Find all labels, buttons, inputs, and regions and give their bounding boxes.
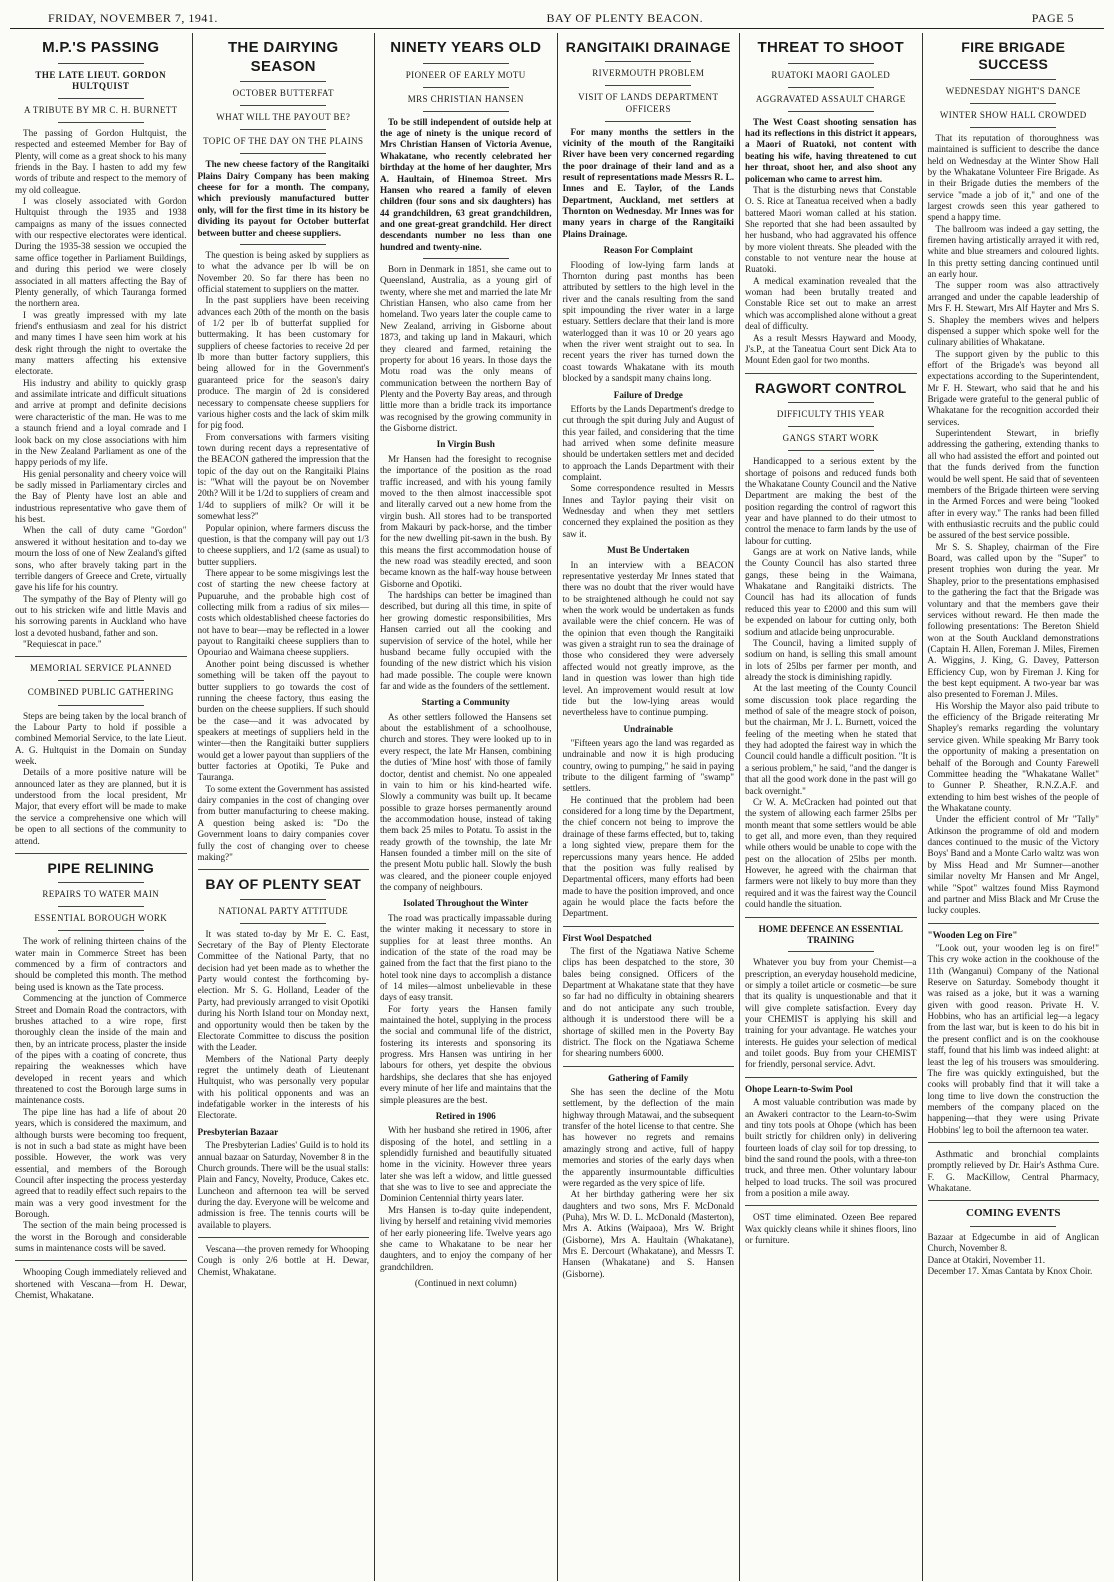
subhead: PIONEER OF EARLY MOTU [405,69,526,80]
paragraph: The ballroom was indeed a gay setting, the firemen having artistically arrayed it with red, white and blue streamers and coloured lights. In this pretty setting dancing continued until an early hour. [927,223,1099,280]
paragraph: Under the efficient control of Mr "Tally" Atkinson the programme of old and modern dances continued to the music of the Victory Boys' Band and a Monte Carlo waltz was won by Miss Head and Mr Sumner—another similar novelty Mr Hansen and Mr Angel, while "Spot" waltzes found Miss Raymond and partner and Miss Black and Mr Cruse the lucky couples. [927,814,1099,916]
paragraph: Mr S. S. Shapley, chairman of the Fire Board, was called upon by the "Super" to present trophies won during the year. Mr Shapley, prior to the presentations emphasised to the gathering the fact that the Brigade was voluntary and that the members gave their services without reward. He then made the following presentations: The Bereton Shield won at the South Auckland demonstrations (Captain H. Allen, Foreman J. Miles, Firemen A. Wiggins, J. King, G. Davey, Patterson Efficiency Cup, won by Fireman J. King for the best kept equipment. A two-year bar was also presented to Foreman J. Miles. [927,541,1099,700]
subhead: THE LATE LIEUT. GORDON HULTQUIST [35,69,167,91]
divider [58,63,144,64]
divider [970,103,1056,104]
paragraph: Mr Hansen had the foresight to recognise the importance of the position as the road traffic increased, and with his young family moved to the then almost inaccessible spot and literally carved out a new home from the virgin bush. All stores had to be transported from Makauri by pack-horse, and the timber for the new dwelling pit-sawn in the bush. By this means the first accommodation house of the new road was steadily erected, and soon became known as the half-way house between Gisborne and Opotiki. [380,453,552,589]
divider [970,79,1056,80]
divider [58,882,144,883]
headline-ninety-years-old: NINETY YEARS OLD [390,39,542,56]
divider [240,923,326,924]
divider [58,930,144,931]
divider [788,63,874,64]
column-5 [740,33,923,1581]
paragraph: At the last meeting of the County Council some discussion took place regarding the method of sale of the meagre stock of poison, but the chairman, Mr J. L. Burnett, voiced the feeling of the meeting when he stated that they had adopted the fairest way in which the Council could handle a difficult position. "It is a serious problem," he said, "and the danger is that all the good work done in the past will go back overnight." [745,683,917,796]
newspaper-title: BAY OF PLENTY BEACON. [546,11,704,25]
subhead: WEDNESDAY NIGHT'S DANCE [945,85,1081,96]
divider [423,63,509,64]
paragraph: From conversations with farmers visiting town during recent days a representative of the BEACON gathered the impression that the topic of the day out on the Rangitaiki Plains is: "What will the payout be on November 20th? Will it be 1/2d to suppliers of cream and 1/4d to suppliers of milk? Or will it be somewhat less?" [197,431,369,522]
section-head: Starting a Community [421,697,510,708]
paragraph: His industry and ability to quickly grasp and assimilate intricate and difficult situations and arrive at prompt and definite decisions were characteristic of the man. He was to me a staunch friend and a loyal comrade and I look back on my close associations with him in the New Zealand Parliament as one of the happy periods of my life. [15,377,187,468]
headline-ragwort-control: RAGWORT CONTROL [755,379,907,396]
column-2 [193,33,376,1581]
advertisement: Whatever you buy from your Chemist—a prescription, an everyday household medicine, or simply a toilet article or cosmetic—be sure that its quality is unquestionable and that it will give complete satisfaction. Every day your CHEMIST is applying his skill and training for your advantage. He watches your interests. He guides your selection of medical and toilet goods. Buy from your CHEMIST for friendly, personal service. Advt. [745,957,917,1070]
divider [58,705,144,706]
paragraph: "Look out, your wooden leg is on fire!" This cry woke action in the cookhouse of the 11th (Wanganui) Company of the National Reserve on Saturday. Somebody thought it was raised as a joke, but it was a warning given with good reason. Private H. V. Hobbins, who has an artificial leg—a legacy from the last war, but is keen to do his bit in the present conflict and is on the cookhouse staff, found that his limb was indeed alight: at least the leg of his trousers was smouldering. The fire was quickly extinguished, but the cooks will probably find that it will take a long time to live down the construction the members of the company placed on the happening—that they were using Private Hobbins' leg to boil the afternoon tea water. [927,942,1099,1135]
divider [423,87,509,88]
event-item: Bazaar at Edgecumbe in aid of Anglican Church, November 8. [927,1232,1099,1254]
paragraph: In an interview with a BEACON representative yesterday Mr Innes stated that there was no doubt that the river would have to be straightened although he could not say when the work would be undertaken as funds available were the chief concern. He was of the opinion that even though the Rangitaiki was given a straight run to sea the drainage of those who considered they were adversely affected would not greatly improve, as the land in question was lower than high tide level. An improvement would result at low tide but the low-lying areas would nevertheless have to continue pumping. [562,559,734,718]
paragraph: At her birthday gathering were her six daughters and two sons, Mrs F. McDonald (Puha), Mrs W. D. L. McDonald (Masterton), Mrs A. Atkins (Waipaoa), Mrs W. Bright (Gisborne), Mrs A. Haultain (Whakatane), Mrs E. Dercourt (Whakatane), and Messrs T. Hansen (Whakatane) and S. Hansen (Gisborne). [562,1189,734,1279]
section-head-coming-events: COMING EVENTS [966,1207,1061,1220]
paragraph: A medical examination revealed that the woman had been brutally treated and Constable Rice set out to make an arrest which was accomplished alone without a great deal of difficulty. [745,275,917,332]
paragraph: The first of the Ngatiawa Native Scheme clips has been despatched to the store, 30 bales being consigned. Officers of the Department at Whakatane state that they have so far had no difficulty in obtaining shearers and do not anticipate any such trouble, although it is understood there will be a shortage of skilled men in the Poverty Bay district. The flock on the Ngatiawa Scheme for shearing numbers 6000. [562,946,734,1059]
lead-paragraph: For many months the settlers in the vicinity of the mouth of the Rangitaiki River have been very concerned regarding the poor drainage of their land and as a result of representations made Messrs R. L. Innes and E. Taylor, of the Lands Department, Auckland, met settlers at Thornton on Wednesday. Mr Innes was for many years in charge of the Rangitaiki Plains Drainage. [562,126,734,239]
paragraph: I was closely associated with Gordon Hultquist through the 1935 and 1938 campaigns as many of the issues connected with our respective electorates were identical. During the 1935-38 session we occupied the same office together in Parliament Buildings, and during this period we were closely associated in all matters affecting the Bay of Plenty generally, of which Tauranga formed the northern area. [15,196,187,309]
event-item: Dance at Otakiri, November 11. [927,1254,1046,1265]
divider [240,153,326,154]
section-head: In Virgin Bush [436,439,495,450]
page-number: PAGE 5 [1031,11,1074,25]
paragraph: "Requiescat in pace." [23,639,102,650]
masthead [10,6,1104,29]
divider [745,1205,917,1206]
subhead: A TRIBUTE BY MR C. H. BURNETT [23,104,178,115]
subhead: NATIONAL PARTY ATTITUDE [218,905,349,916]
subhead: DIFFICULTY THIS YEAR [776,408,885,419]
paragraph: His Worship the Mayor also paid tribute to the efficiency of the Brigade reiterating Mr Shapley's remarks regarding the voluntary service given. While speaking Mr Barry took the opportunity of making a presentation on behalf of the Borough and County Farewell Committee heading the "Whakatane Wallet" to Gunner P. Sheather, R.N.Z.A.F. and extending to him best wishes of the people of the Whakatane county. [927,700,1099,813]
paragraph: As a result Messrs Hayward and Moody, J's.P., at the Taneatua Court sent Dick Ata to Mount Eden gaol for two months. [745,332,917,366]
divider [240,81,326,82]
divider [788,450,874,451]
subhead: RIVERMOUTH PROBLEM [592,68,705,79]
divider [745,373,917,374]
subhead: MRS CHRISTIAN HANSEN [407,93,524,104]
paragraph: Efforts by the Lands Department's dredge to cut through the spit during July and August of this year failed, and considering that the time had arrived when some definite measure should be undertaken settlers met and decided to approach the Lands Department with their complaint. [562,403,734,483]
paragraph: The supper room was also attractively arranged and under the capable leadership of Mrs F. H. Stewart, Mrs Alf Hayter and Mrs S. S. Shapley the members wives and helpers dispensed a supper which spoke well for the culinary abilities of Whakatane. [927,280,1099,348]
section-head: First Wool Despatched [562,932,652,943]
paragraph: Gangs are at work on Native lands, while the County Council has also started three gangs, these being in the Waimana, Whakatane and Rangitaiki districts. The Council has had its allocation of funds reduced this year to £2000 and this sum will be expended on labour for cutting only, both sodium and atlacide being unprocurable. [745,547,917,637]
paragraph: The support given by the public to this effort of the Brigade's was beyond all expectations according to the Superintendent, Mr F. H. Stewart, who said that he and his Brigade were grateful to the general public of Whakatane for the recognition accorded their services. [927,348,1099,427]
lead-paragraph: The new cheese factory of the Rangitaiki Plains Dairy Company has been making cheese for for a month. The company, which previously manufactured butter only, will for the first time in its history be dividing its payout for October butterfat between butter and cheese suppliers. [197,159,369,238]
advertisement: Asthmatic and bronchial complaints promptly relieved by Dr. Hair's Asthma Cure. F. G. MacKillow, Central Pharmacy, Whakatane. [927,1149,1099,1194]
divider [788,426,874,427]
divider [58,98,144,99]
column-1 [10,33,193,1581]
section-head: Undrainable [623,723,674,734]
headline-pipe-relining: PIPE RELINING [47,859,155,876]
section-head-home-defence: HOME DEFENCE AN ESSENTIAL TRAINING [758,923,903,945]
divider [198,869,370,870]
event-item: December 17. Xmas Cantata by Knox Choir. [927,1266,1093,1277]
headline-threat-to-shoot: THREAT TO SHOOT [757,39,904,56]
section-head: Ohope Learn-to-Swim Pool [745,1083,853,1094]
paragraph: "Fifteen years ago the land was regarded as undrainable and now it is high producing country, owing to pumping," he said in paying tribute to the diligent farming of "swamp" settlers. [562,737,734,794]
paragraph: To some extent the Government has assisted dairy companies in the cost of changing over from butter manufacturing to cheese making. A question being asked is: "Do the Government loans to dairy companies cover fully the cost of changing over to cheese making?" [197,783,369,862]
paragraph: The sympathy of the Bay of Plenty will go out to his stricken wife and little Mavis and his sorrowing parents in Auckland who have lost a devoted husband, father and son. [15,593,187,638]
paragraph: His genial personality and cheery voice will be sadly missed in Parliamentary circles and the Bay of Plenty have lost an able and industrious representative who gave them of his best. [15,468,187,525]
paragraph: The road was practically impassable during the winter making it necessary to store in supplies for at least three months. An indication of the state of the road may be gained from the fact that the first piano to the hotel took nine days to accomplish a distance of 14 miles—almost unbelievable in these days of easy transit. [380,912,552,1003]
column-4 [558,33,741,1581]
paragraph: The hardships can better be imagined than described, but during all this time, in spite of her growing domestic responsibilities, Mrs Hansen carried out all the cooking and supervision of service of the hotel, while her husband became fully occupied with the founding of the new district which his vision had made possible. The couple were known far and wide as the founders of the settlement. [380,590,552,691]
column-3 [375,33,558,1581]
section-head-wooden-leg: "Wooden Leg on Fire" [927,929,1018,940]
paragraph: Flooding of low-lying farm lands at Thornton during past months has been attributed by settlers to the high level in the river and the canals resulting from the sand spit impounding the river water in a large estuary. Settlers declare that their land is more waterlogged than it was 10 or 20 years ago when the river went straight out to sea. In recent years the river has turned down the coast towards Whakatane with its mouth blocked by a sandspit many chains long. [562,259,734,384]
headline-fire-brigade-success: FIRE BRIGADE SUCCESS [961,39,1066,73]
paragraph: Popular opinion, where farmers discuss the question, is that the company will pay out 1/3 to cheese suppliers, and 1/2 (same as usual) to butter suppliers. [197,522,369,567]
subhead: COMBINED PUBLIC GATHERING [27,687,174,698]
paragraph: Commencing at the junction of Commerce Street and Domain Road the contractors, with brushes attached to a wire rope, first thoroughly clean the inside of the main and then, by an intricate process, plaster the inside of the pipes with a coating of concrete, thus repairing the weaknesses which have developed in recent years and which threatened to cost the Borough large sums in maintenance costs. [15,993,187,1106]
paragraph: The question is being asked by suppliers as to what the advance per lb will be on November 20. So far there has been no official statement to suppliers on the matter. [197,249,369,294]
divider [198,1237,370,1238]
divider [970,127,1056,128]
headline-mps-passing: M.P.'S PASSING [42,39,160,56]
divider [970,1226,1056,1227]
divider [58,906,144,907]
subhead: OCTOBER BUTTERFAT [232,88,334,99]
lead-paragraph: The West Coast shooting sensation has had its reflections in this district it appears, a Maori of Ruatoki, not content with beating his wife, having threatened to cut her throat, shoot her, and also shoot any policeman who came to arrest him. [745,116,917,184]
section-head-bazaar: Presbyterian Bazaar [197,1126,279,1137]
paragraph: When the call of duty came "Gordon" answered it without hesitation and to-day we mourn the loss of one of New Zealand's gifted sons, who after bravely taking part in the terrible dangers of Greece and Crete, virtually gave his life for his country. [15,525,187,593]
continuation-note: (Continued in next column) [414,1277,517,1288]
paragraph: Steps are being taken by the local branch of the Labour Party to hold if possible a combined Memorial Service, to the late Lieut. A. G. Hultquist in the Domain on Sunday week. [15,710,187,767]
divider [423,258,509,259]
paragraph: The work of relining thirteen chains of the water main in Commerce Street has been commenced by a firm of contractors and should be completed this month. The method being used is known as the Tate process. [15,936,187,992]
divider [58,122,144,123]
paragraph: For forty years the Hansen family maintained the hotel, supplying in the process the social and communal life of the district, fostering its interests and sponsoring its progress. Mrs Hansen was untiring in her labours for others, yet despite the obvious hardships, she declares that she has enjoyed every minute of her life and maintains that the simple pleasures are the best. [380,1003,552,1105]
subhead: RUATOKI MAORI GAOLED [771,69,891,80]
section-head: Failure of Dredge [613,389,683,400]
divider [788,951,874,952]
section-head: Retired in 1906 [435,1110,496,1121]
paragraph: Superintendent Stewart, in briefly addressing the gathering, extending thanks to all who had assisted the effort and pointed out that the funds derived from the function would be well spent. He said that of seventeen members of the Brigade thirteen were serving in the Armed Forces and were being "looked after in every way." The ranks had been filled with enthusiastic recruits and the public could be assured of the best service possible. [927,428,1099,541]
paragraph: The section of the main being processed is the worst in the Borough and considerable sums in maintenance costs will be saved. [15,1220,187,1254]
divider [788,111,874,112]
paragraph: The passing of Gordon Hultquist, the respected and esteemed Member for Bay of Plenty, will come as a great shock to his many friends in the Bay. I hasten to add my few words of tribute and respect to the memory of my old colleague. [15,127,187,195]
paragraph: It was stated to-day by Mr E. C. East, Secretary of the Bay of Plenty Electorate Committee of the National Party, that no decision had yet been made as to whether the Party would contest the forthcoming by-election. Mr S. G. Holland, Leader of the Party, had previously arranged to visit Opotiki during his North Island tour on Monday next, and opportunity would then be taken by the Electorate Committee to discuss the position with the Leader. [197,928,369,1053]
paragraph: Some correspondence resulted in Messrs Innes and Taylor paying their visit on Wednesday and when they met settlers concerned they explained the position as they saw it. [562,483,734,539]
subhead: AGGRAVATED ASSAULT CHARGE [755,93,906,104]
paragraph: Cr W. A. McCracken had pointed out that the system of allowing each farmer 25lbs per month meant that some settlers would be able to get all, and more even, than they required while others would be unable to cope with the pest on the allocation of 25lbs per month. However, he agreed with the chairman that farmers were not likely to buy more than they required and it was the fairest way the Council could handle the situation. [745,796,917,910]
paragraph: As other settlers followed the Hansens set about the establishment of a schoolhouse, church and stores. They were looked up to in every respect, the late Mr Hansen, combining the duties of 'Mine host' with those of family doctor, dentist and chemist. No one appealed in vain to him or his kind-hearted wife. Slowly a community was built up. It became possible to graze horses permanently around the accommodation house, instead of taking them back 25 miles to Potatu. To assist in the ready growth of the township, the late Mr Hansen founded a timber mill on the site of the present Motu public hall. Slowly the bush was cleared, and the pioneer couple enjoyed the company of neighbours. [380,711,552,893]
paragraph: He continued that the problem had been considered for a long time by the Department, the chief concern not being to improve the drainage of these farms effected, but to, taking a long sighted view, prepare them for the repercussions many years hence. He added that the position was fully realised by Departmental officers, many efforts had been made to have the position improved, and once again he would place the facts before the Department. [562,794,734,919]
subhead: VISIT OF LANDS DEPARTMENT OFFICERS [578,92,719,114]
paragraph: That is the disturbing news that Constable O. S. Rice at Taneatua received when a badly battered Maori woman called at his station. She reported that she had been assaulted by her husband, who had aggravated his offence by more violent threats. She pleaded with the constable to not venture near the house at Ruatoki. [745,184,917,275]
divider [605,85,691,86]
divider [745,1077,917,1078]
paragraph: Handicapped to a serious extent by the shortage of poisons and reduced funds both the Whakatane County Council and the Native Department are making the best of the position regarding the control of ragwort this year and have planned to do their utmost to control the menace to farm lands by the use of labour for cutting. [745,456,917,546]
headline-dairying-season: THE DAIRYING SEASON [227,39,339,75]
divider [240,244,326,245]
paragraph: The Presbyterian Ladies' Guild is to hold its annual bazaar on Saturday, November 8 in the Church grounds. There will be the usual stalls: Plain and Fancy, Novelty, Produce, Cakes etc. Luncheon and afternoon tea will be served during the day. Everyone will be welcome and admission is free. The tennis courts will be available to players. [197,1140,369,1230]
divider [15,656,187,657]
divider [928,1200,1100,1201]
paragraph: Mrs Hansen is to-day quite independent, living by herself and retaining vivid memories of her early pioneering life. Twelve years ago she came to Whakatane to be near her daughters, and to enjoy the company of her grandchildren. [380,1204,552,1272]
divider [423,111,509,112]
divider [563,926,735,927]
divider [928,923,1100,924]
divider [928,1142,1100,1143]
lead-paragraph: To be still independent of outside help at the age of ninety is the unique record of Mrs Christian Hansen of Victoria Avenue, Whakatane, who recently celebrated her birthday at the home of her daughter, Mrs A. Haultain, of Hinemoa Street. Mrs Hansen who reared a family of eleven children (four sons and six daughters) has 44 grandchildren, 63 great grandchildren, and one great-great grandchild. Her direct descendants number no less than one hundred and twenty-nine. [380,116,552,252]
paragraph: The Council, having a limited supply of sodium on hand, is selling this small amount in lots of 25lbs per farmer per month, and already the stock is diminishing rapidly. [745,637,917,682]
divider [240,899,326,900]
divider [15,1260,187,1261]
columns [10,33,1104,1581]
subhead: ESSENTIAL BOROUGH WORK [34,913,168,924]
paragraph: There appear to be some misgivings lest the cost of starting the new cheese factory at Pupuaruhe, and the probable high cost of collecting milk from a radius of six miles—costs which oldestablished cheese factories do not have to bear—may be reflected in a lower payout to Rangitaiki cheese suppliers than to Opouriao and Waimana cheese suppliers. [197,567,369,658]
paragraph: That its reputation of thoroughness was maintained is sufficient to describe the dance held on Wednesday at the Winter Show Hall by the Whakatane Volunteer Fire Brigade. As in their Brigade duties the members of the service "made a job of it," and one of the largest crowds seen this year gathered to spend a happy time. [927,132,1099,223]
subhead: WHAT WILL THE PAYOUT BE? [216,112,351,123]
column-6 [923,33,1105,1581]
headline-bay-of-plenty-seat: BAY OF PLENTY SEAT [205,876,362,893]
subhead: REPAIRS TO WATER MAIN [42,889,160,900]
paragraph: Details of a more positive nature will be announced later as they are planned, but it is understood from the local president, Mr Major, that every effort will be made to make the service a comprehensive one which will be open to all sections of the community to attend. [15,767,187,846]
paragraph: A most valuable contribution was made by an Awakeri contractor to the Learn-to-Swim and tiny tots pools at Ohope (which has been built strictly for children only) in delivering fourteen loads of clay soil for top dressing, to bind the sand round the pools, with a three-ton truck, and three men. Other voluntary labour helped to load trucks. The soil was procured from a position a mile away. [745,1097,917,1199]
section-head: Reason For Complaint [603,245,693,256]
paragraph: Another point being discussed is whether something will be taken off the payout to butter suppliers to go towards the cost of running the cheese factory, thus easing the burden on the cheese suppliers. If such should be the case—and it was advocated by speakers at meetings of suppliers held in the winter—then the Rangitaiki butter suppliers would get a lower payout than suppliers of the butter factories at Opotiki, Te Puke and Tauranga. [197,658,369,783]
section-head: Gathering of Family [608,1072,689,1083]
paragraph: Born in Denmark in 1851, she came out to Queensland, Australia, as a young girl of twenty, where she met and married the late Mr Christian Hansen, who also came from her homeland. Two years later the couple came to New Zealand, arriving in Gisborne about 1873, and taking up land in Makauri, which they cleared and farmed, retaining the property for about 16 years. In those days the Motu road was the only means of communication between the northern Bay of Plenty and the Poverty Bay areas, and through little more than a bridle track its importance was recognised by the growing community in the Gisborne district. [380,264,552,434]
section-head-memorial: MEMORIAL SERVICE PLANNED [29,663,172,674]
subhead: GANGS START WORK [782,433,879,444]
divider [745,917,917,918]
issue-date: FRIDAY, NOVEMBER 7, 1941. [48,11,218,25]
divider [563,1066,735,1067]
paragraph: She has seen the decline of the Motu settlement, by the deflection of the main highway through Matawai, and the subsequent transfer of the hotel license to that centre. She has however no regrets and remains amazingly strong and active, full of happy memories and stories of the early days when the apparently insurmountable difficulties were regarded as the very spice of life. [562,1087,734,1188]
paragraph: With her husband she retired in 1906, after disposing of the hotel, and settling in a splendidly furnished and beautifully situated home in the vicinity. However three years later she was left a widow, and little guessed that she was to live to see and appreciate the Dominion Centennial thirty years later. [380,1125,552,1204]
section-head: Must Be Undertaken [607,545,690,556]
divider [240,105,326,106]
headline-rangitaiki-drainage: RANGITAIKI DRAINAGE [565,39,731,55]
advertisement: Whooping Cough immediately relieved and shortened with Vescana—from H. Dewar, Chemist, Whakatane. [15,1267,187,1301]
paragraph: In the past suppliers have been receiving advances each 20th of the month on the basis of 1/2 per lb of butterfat supplied for buttermaking. It has been customary for suppliers of cheese factories to receive 2d per lb more than butter factory suppliers, this being allowed for in the Government's guaranteed price for the season's dairy produce. The margin of 2d is considered necessary to compensate cheese suppliers for various higher costs and the lack of skim milk for pig food. [197,295,369,431]
advertisement: Vescana—the proven remedy for Whooping Cough is only 2/6 bottle at H. Dewar, Chemist, Whakatane. [197,1244,369,1277]
divider [605,61,691,62]
divider [788,402,874,403]
paragraph: Members of the National Party deeply regret the untimely death of Lieutenant Hultquist, who was personally very popular with his political opponents and was an indefatigable worker in the interests of his Electorate. [197,1053,369,1121]
divider [15,853,187,854]
divider [240,129,326,130]
section-head: Isolated Throughout the Winter [403,898,529,909]
subhead: WINTER SHOW HALL CROWDED [939,109,1087,120]
advertisement: OST time eliminated. Ozeen Bee repared Wax quickly cleans while it shines floors, lino or furniture. [745,1212,917,1246]
divider [605,121,691,122]
subhead: TOPIC OF THE DAY ON THE PLAINS [203,136,364,147]
divider [788,87,874,88]
paragraph: The pipe line has had a life of about 20 years, which is considered the maximum, and although bursts were becoming too frequent, is not in such a bad state as might have been possible. However, the work was very essential, and members of the Borough Council after inspecting the process yesterday agreed that to readily effect such repairs to the main was a very good investment for the Borough. [15,1106,187,1220]
divider [58,680,144,681]
paragraph: I was greatly impressed with my late friend's enthusiasm and zeal for his district and many times I have seen him work at his desk right through the night to overtake the many matters affecting his extensive electorate. [15,309,187,377]
